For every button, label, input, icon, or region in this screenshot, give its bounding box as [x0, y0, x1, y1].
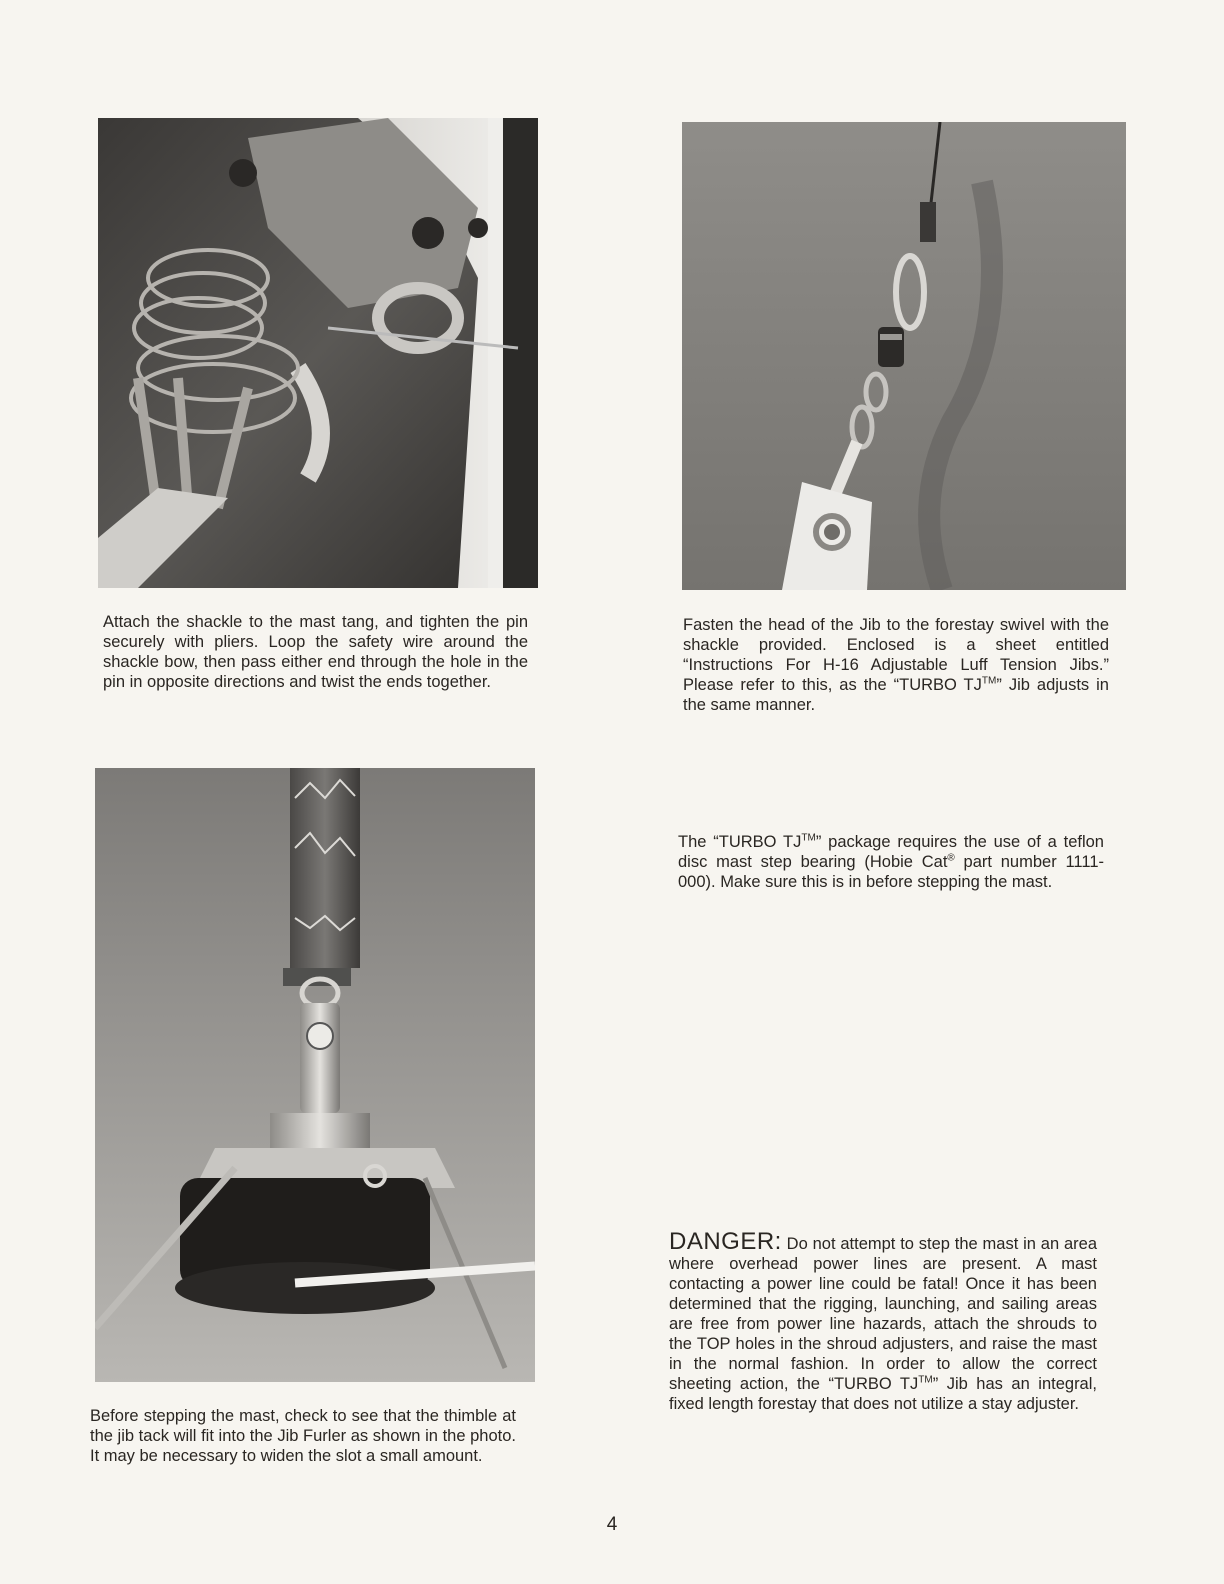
caption-fasten-jib-head: [683, 615, 1109, 715]
danger-warning-pre: Do not attempt to step the mast in an area where overhead power lines are present. A mast contacting a power line could be fatal! Once it has been determined that the rigging, launching, and sailing areas are free from power line hazards, attach the shrouds to the TOP holes in the shroud adjusters, and raise the mast in the normal fashion. In order to allow the correct sheeting action, the “TURBO TJ: [669, 1235, 1097, 1393]
caption-check-thimble-text: Before stepping the mast, check to see that the thimble at the jib tack will fit into the Jib Furler as shown in the photo. It may be necessary to widen the slot a small amount.: [90, 1407, 516, 1465]
caption-teflon-bearing-post: part number 1111-000). Make sure this is in before stepping the mast.: [678, 853, 1104, 891]
danger-heading: DANGER:: [669, 1228, 782, 1255]
caption-teflon-bearing-mid: ” package requires the use of a teflon disc mast step bearing (Hobie Cat: [678, 833, 1104, 871]
photo-forestay-swivel: [682, 122, 1126, 590]
caption-fasten-jib-head-pre: Fasten the head of the Jib to the forestay swivel with the shackle provided. Enclosed is a sheet entitled “Instructions For H-16 Adjustable Luff Tension Jibs.” Please refer to this, as the “TURBO TJ: [683, 616, 1109, 694]
caption-attach-shackle-text: Attach the shackle to the mast tang, and tighten the pin securely with pliers. Loop the safety wire around the shackle bow, then pass either end through the hole in the pin in opposite directions and twist the ends together.: [103, 613, 528, 691]
photo-shackle-mast-tang: [98, 118, 538, 588]
caption-teflon-bearing: [678, 832, 1104, 892]
danger-warning-post: ” Jib has an integral, fixed length forestay that does not utilize a stay adjuster.: [669, 1375, 1097, 1413]
caption-teflon-bearing-pre: The “TURBO TJ: [678, 833, 802, 851]
danger-warning: [669, 1228, 1097, 1414]
caption-attach-shackle: [103, 612, 528, 692]
photo-shackle-graphic: [98, 118, 538, 588]
caption-fasten-jib-head-post: ” Jib adjusts in the same manner.: [683, 676, 1109, 714]
photo-swivel-graphic: [682, 122, 1126, 590]
page-number: 4: [606, 1514, 618, 1535]
registered-mark: ®: [947, 852, 955, 864]
caption-check-thimble: [90, 1406, 516, 1466]
photo-jib-furler: [95, 768, 535, 1382]
trademark-mark: TM: [801, 832, 816, 844]
trademark-mark: TM: [918, 1374, 933, 1386]
photo-furler-graphic: [95, 768, 535, 1382]
trademark-mark: TM: [981, 675, 997, 687]
